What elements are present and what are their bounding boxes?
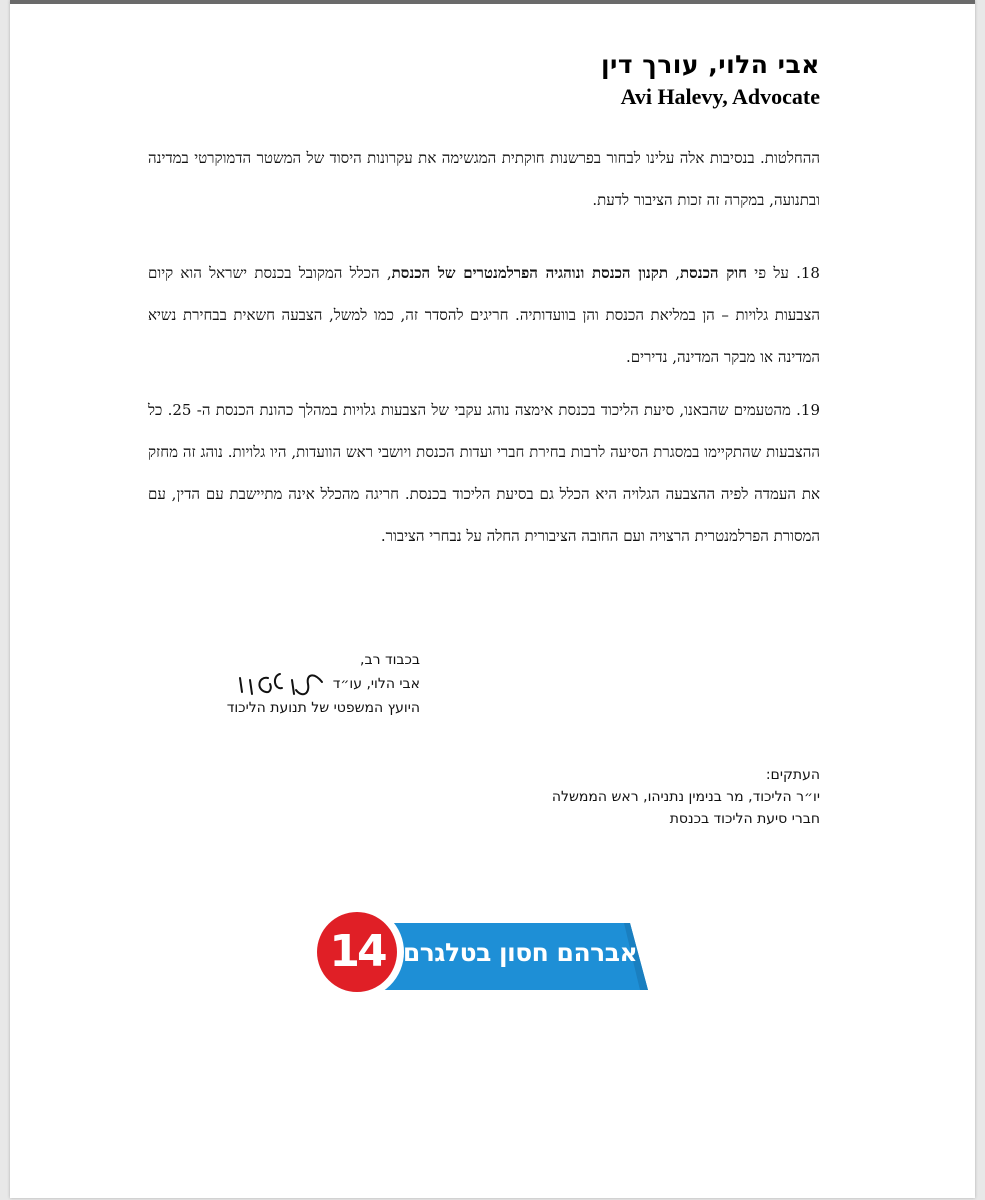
paragraph-18 xyxy=(148,252,820,378)
letterhead-name-english: Avi Halevy, Advocate xyxy=(620,84,820,109)
badge-number: 14 xyxy=(317,912,397,992)
telegram-banner[interactable] xyxy=(310,905,650,1005)
copies-block xyxy=(552,764,820,830)
letterhead-name-hebrew: אבי הלוי, עורך דין xyxy=(600,50,820,79)
closing-regards: בכבוד רב, xyxy=(360,652,420,668)
handwritten-signature xyxy=(222,660,332,710)
paragraph-18-bold-law: חוק הכנסת xyxy=(680,264,748,282)
paragraph-18-number: 18. xyxy=(796,264,820,282)
page-top-edge xyxy=(10,0,975,4)
closing-signer-name: אבי הלוי, עו״ד xyxy=(332,676,420,692)
channel-14-badge xyxy=(310,905,404,999)
copies-line-2: חברי סיעת הליכוד בכנסת xyxy=(669,811,820,827)
paragraph-19 xyxy=(148,389,820,557)
paragraph-18-pre: על פי xyxy=(747,264,789,282)
copies-line-1: יו״ר הליכוד, מר בנימין נתניהו, ראש הממשלה xyxy=(551,789,820,805)
paragraph-18-sep: , xyxy=(668,264,681,282)
paragraph-18-rest: , הכלל המקובל בכנסת ישראל הוא קיום הצבעות גלויות – הן במליאת הכנסת והן בוועדותיה. חריגים להסדר זה, כמו למשל, הצבעה חשאית בבחירת נשיא המדינה או מבקר המדינה, נדירים. xyxy=(148,264,820,366)
copies-heading: העתקים: xyxy=(765,767,820,783)
closing-signer-title: היועץ המשפטי של תנועת הליכוד xyxy=(226,700,420,716)
paragraph-19-number: 19. xyxy=(796,401,820,419)
banner-text: אברהם חסון בטלגרם xyxy=(402,938,638,967)
paragraph-intro xyxy=(148,137,820,221)
paragraph-19-text: מהטעמים שהבאנו, סיעת הליכוד בכנסת אימצה נוהג עקבי של הצבעות גלויות במהלך כהונת הכנסת ה- 25. כל ההצבעות שהתקיימו במסגרת הסיעה לרבות בחירת חברי ועדות הכנסת ויושבי ראש הוועדות, היו גלויות. נוהג זה מחזק את העמדה לפיה ההצבעה הגלויה היא הכלל גם בסיעת הליכוד בכנסת. חריגה מהכלל אינה מתיישבת עם הדין, עם המסורת הפרלמנטרית הרצויה ועם החובה הציבורית החלה על נבחרי הציבור. xyxy=(148,401,820,545)
paragraph-intro-text: ההחלטות. בנסיבות אלה עלינו לבחור בפרשנות חוקתית המגשימה את עקרונות היסוד של המשטר הדמוקרטי במדינה ובתנועה, במקרה זה זכות הציבור לדעת. xyxy=(148,149,820,209)
paragraph-18-bold-regulations: תקנון הכנסת ונוהגיה הפרלמנטרים של הכנסת xyxy=(391,264,668,282)
document-page xyxy=(10,0,975,1198)
